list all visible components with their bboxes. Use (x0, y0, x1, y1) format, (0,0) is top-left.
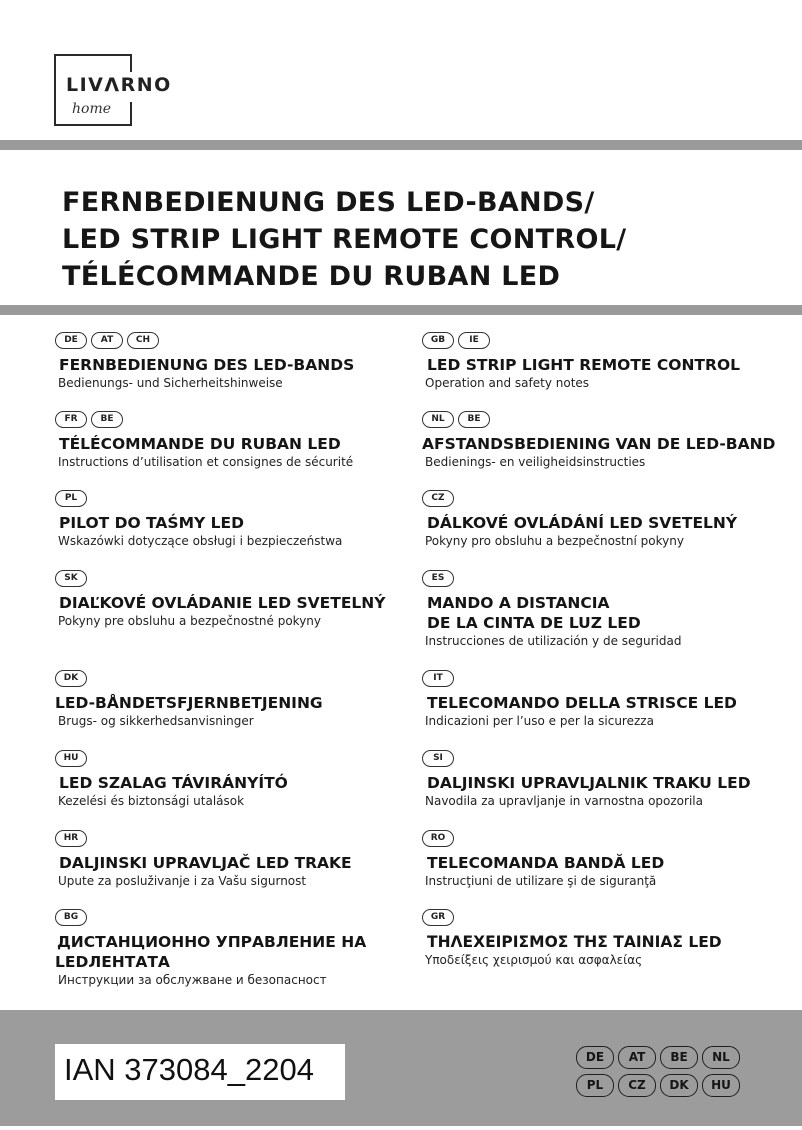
header-divider-band (0, 140, 802, 150)
country-badges (422, 570, 681, 587)
language-section-nl (422, 411, 775, 470)
language-title: AFSTANDSBEDIENING VAN DE LED-BAND (422, 435, 776, 453)
footer-country-badge: DK (660, 1074, 698, 1097)
language-section-bg (55, 909, 366, 988)
country-badge: FR (55, 411, 87, 428)
country-badges (55, 750, 288, 767)
country-badge: DE (55, 332, 87, 349)
document-title (62, 184, 626, 295)
country-badges (422, 411, 775, 428)
language-section-dk (55, 670, 323, 729)
ian-number: IAN 373084_2204 (64, 1052, 314, 1087)
country-badge: PL (55, 490, 87, 507)
language-title-continued: LEDЛЕНТАТА (55, 953, 170, 971)
title-divider-band (0, 305, 802, 315)
language-title-continued: DE LA CINTA DE LUZ LED (427, 614, 641, 632)
footer-country-badge: PL (576, 1074, 614, 1097)
footer-badge-row-2 (576, 1074, 776, 1097)
language-title: LED SZALAG TÁVIRÁNYÍTÓ (59, 774, 288, 792)
language-section-es (422, 570, 681, 649)
language-title: DIAĽKOVÉ OVLÁDANIE LED SVETELNÝ (59, 594, 386, 612)
title-line-2: LED STRIP LIGHT REMOTE CONTROL/ (62, 224, 627, 255)
language-section-ro (422, 830, 664, 889)
language-subtitle: Instructions d’utilisation et consignes de sécurité (58, 455, 354, 469)
language-subtitle: Υποδείξεις χειρισμού και ασφαλείας (425, 953, 643, 967)
language-title: MANDO A DISTANCIA (427, 594, 610, 612)
country-badge: ES (422, 570, 454, 587)
logo-brand-text: LIVΛRNO (66, 74, 172, 96)
language-subtitle: Kezelési és biztonsági utalások (58, 794, 245, 808)
language-section-hr (55, 830, 352, 889)
language-section-sk (55, 570, 385, 629)
logo-sub-text: home (72, 101, 112, 117)
language-title: TÉLÉCOMMANDE DU RUBAN LED (59, 435, 341, 453)
title-line-1: FERNBEDIENUNG DES LED-BANDS/ (62, 187, 595, 218)
language-title: TELECOMANDO DELLA STRISCE LED (427, 694, 737, 712)
country-badges (55, 570, 385, 587)
footer-country-badge: AT (618, 1046, 656, 1069)
footer-country-badge: BE (660, 1046, 698, 1069)
footer-country-badge: NL (702, 1046, 740, 1069)
country-badge: IT (422, 670, 454, 687)
language-subtitle: Navodila za upravljanje in varnostna opozorila (425, 794, 703, 808)
title-line-3: TÉLÉCOMMANDE DU RUBAN LED (62, 261, 561, 292)
language-section-hu (55, 750, 288, 809)
country-badge: CZ (422, 490, 454, 507)
language-title: DALJINSKI UPRAVLJAČ LED TRAKE (59, 854, 352, 872)
language-title: LED-BÅNDETSFJERNBETJENING (55, 694, 323, 712)
footer-country-badge: DE (576, 1046, 614, 1069)
language-section-gb (422, 332, 740, 391)
language-subtitle: Инструкции за обслужване и безопасност (58, 973, 327, 987)
language-section-de (55, 332, 354, 391)
country-badges (422, 490, 737, 507)
language-title: DALJINSKI UPRAVLJALNIK TRAKU LED (427, 774, 751, 792)
country-badge: SK (55, 570, 87, 587)
country-badge: HR (55, 830, 87, 847)
country-badges (422, 830, 664, 847)
country-badge: IE (458, 332, 490, 349)
language-subtitle: Bedienings- en veiligheidsinstructies (425, 455, 646, 469)
language-title: ΤΗΛΕΧΕΙΡΙΣΜΟΣ ΤΗΣ ΤΑΙΝΙΑΣ LED (427, 933, 722, 951)
language-title: PILOT DO TAŚMY LED (59, 514, 244, 532)
country-badge: BE (91, 411, 123, 428)
language-title: LED STRIP LIGHT REMOTE CONTROL (427, 356, 740, 374)
country-badges (422, 909, 722, 926)
language-section-si (422, 750, 751, 809)
footer-country-badge: CZ (618, 1074, 656, 1097)
language-title: FERNBEDIENUNG DES LED-BANDS (59, 356, 355, 374)
language-subtitle: Instrucciones de utilización y de seguridad (425, 634, 682, 648)
language-title: ДИСТАНЦИОННО УПРАВЛЕНИЕ НА (57, 933, 367, 951)
country-badges (55, 411, 353, 428)
country-badge: SI (422, 750, 454, 767)
language-subtitle: Bedienungs- und Sicherheitshinweise (58, 376, 283, 390)
language-title: DÁLKOVÉ OVLÁDÁNÍ LED SVETELNÝ (427, 514, 738, 532)
country-badge: BE (458, 411, 490, 428)
country-badge: DK (55, 670, 87, 687)
country-badge: GR (422, 909, 454, 926)
country-badge: GB (422, 332, 454, 349)
language-section-it (422, 670, 737, 729)
country-badge: AT (91, 332, 123, 349)
logo-frame-right-lower (130, 102, 132, 126)
country-badges (422, 332, 740, 349)
language-section-pl (55, 490, 342, 549)
language-title: TELECOMANDA BANDĂ LED (427, 854, 665, 872)
country-badge: CH (127, 332, 159, 349)
language-subtitle: Operation and safety notes (425, 376, 590, 390)
country-badges (422, 750, 751, 767)
language-section-fr (55, 411, 353, 470)
country-badge: NL (422, 411, 454, 428)
language-section-cz (422, 490, 737, 549)
country-badge: HU (55, 750, 87, 767)
language-section-gr (422, 909, 722, 968)
country-badges (55, 830, 352, 847)
language-subtitle: Instrucţiuni de utilizare şi de siguranţă (425, 874, 657, 888)
country-badges (55, 332, 354, 349)
language-subtitle: Pokyny pro obsluhu a bezpečnostní pokyny (425, 534, 684, 548)
language-subtitle: Indicazioni per l’uso e per la sicurezza (425, 714, 654, 728)
language-subtitle: Pokyny pre obsluhu a bezpečnostné pokyny (58, 614, 322, 628)
footer-country-badges (576, 1046, 776, 1102)
country-badges (55, 670, 323, 687)
country-badges (55, 909, 366, 926)
language-subtitle: Brugs- og sikkerhedsanvisninger (58, 714, 254, 728)
country-badge: RO (422, 830, 454, 847)
country-badges (55, 490, 342, 507)
country-badge: BG (55, 909, 87, 926)
language-subtitle: Wskazówki dotyczące obsługi i bezpieczeństwa (58, 534, 343, 548)
footer-country-badge: HU (702, 1074, 740, 1097)
country-badges (422, 670, 737, 687)
logo-frame-right-upper (130, 54, 132, 72)
language-subtitle: Upute za posluživanje i za Vašu sigurnost (58, 874, 307, 888)
footer-badge-row-1 (576, 1046, 776, 1069)
